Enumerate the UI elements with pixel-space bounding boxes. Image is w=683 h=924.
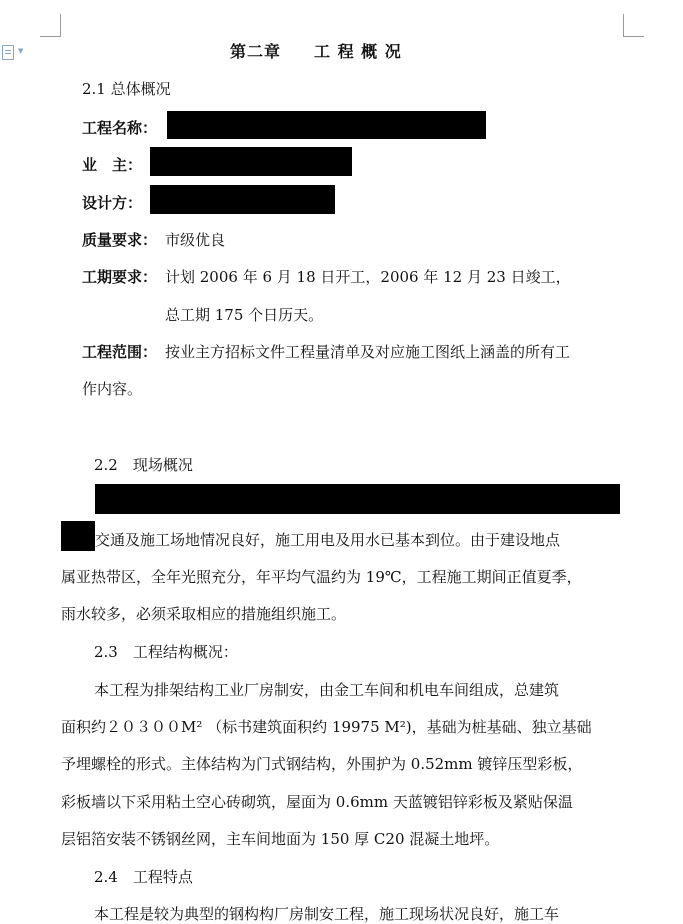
features-line-1: 本工程是较为典型的钢构构厂房制安工程，施工现场状况良好，施工车 [94, 905, 560, 923]
section-2-4-heading: 2.4 工程特点 [94, 868, 193, 886]
chapter-title: 工 程 概 况 [314, 42, 402, 61]
quality-value: 市级优良 [165, 231, 226, 249]
structure-line-4: 彩板墙以下采用粘土空心砖砌筑，屋面为 0.6mm 天蓝镀铝锌彩板及紧贴保温 [61, 793, 573, 811]
redaction-owner [150, 147, 352, 176]
redaction-site-start [61, 521, 95, 551]
site-line-2: 属亚热带区，全年光照充分，年平均气温约为 19℃，工程施工期间正值夏季， [61, 568, 582, 586]
structure-line-1: 本工程为排架结构工业厂房制安，由金工车间和机电车间组成，总建筑 [94, 681, 560, 699]
structure-line-5: 层铝箔安装不锈钢丝网，主车间地面为 150 厚 C20 混凝土地坪。 [61, 830, 500, 848]
scope-label: 工程范围： [82, 343, 158, 361]
page-corner-mark-top-left [40, 14, 61, 37]
section-2-1-heading: 2.1 总体概况 [82, 80, 171, 98]
site-line-1: 交通及施工场地情况良好，施工用电及用水已基本到位。由于建设地点 [95, 531, 561, 549]
structure-line-3: 予埋螺栓的形式。主体结构为门式钢结构，外围护为 0.52mm 镀锌压型彩板， [61, 755, 583, 773]
page-corner-mark-top-right [623, 14, 644, 37]
designer-label: 设计方： [82, 194, 143, 212]
schedule-line-1: 计划 2006 年 6 月 18 日开工，2006 年 12 月 23 日竣工， [165, 268, 571, 286]
redaction-designer [150, 185, 335, 214]
redaction-project-name [167, 111, 486, 139]
owner-label: 业 主： [82, 156, 143, 174]
schedule-label: 工期要求： [82, 268, 158, 286]
chevron-down-icon[interactable]: ▼ [18, 47, 24, 55]
scope-line-2: 作内容。 [82, 380, 143, 398]
schedule-line-2: 总工期 175 个日历天。 [165, 306, 324, 324]
chapter-number: 第二章 [230, 42, 282, 61]
section-2-3-heading: 2.3 工程结构概况： [94, 643, 238, 661]
redaction-site-line [95, 484, 620, 514]
document-icon[interactable] [2, 45, 14, 60]
quality-label: 质量要求： [82, 231, 158, 249]
scope-line-1: 按业主方招标文件工程量清单及对应施工图纸上涵盖的所有工 [165, 343, 571, 361]
section-2-2-heading: 2.2 现场概况 [94, 456, 193, 474]
structure-line-2: 面积约２０３００M² （标书建筑面积约 19975 M²)，基础为桩基础、独立基础 [61, 718, 592, 736]
project-name-label: 工程名称： [82, 119, 158, 137]
site-line-3: 雨水较多，必须采取相应的措施组织施工。 [61, 605, 347, 623]
